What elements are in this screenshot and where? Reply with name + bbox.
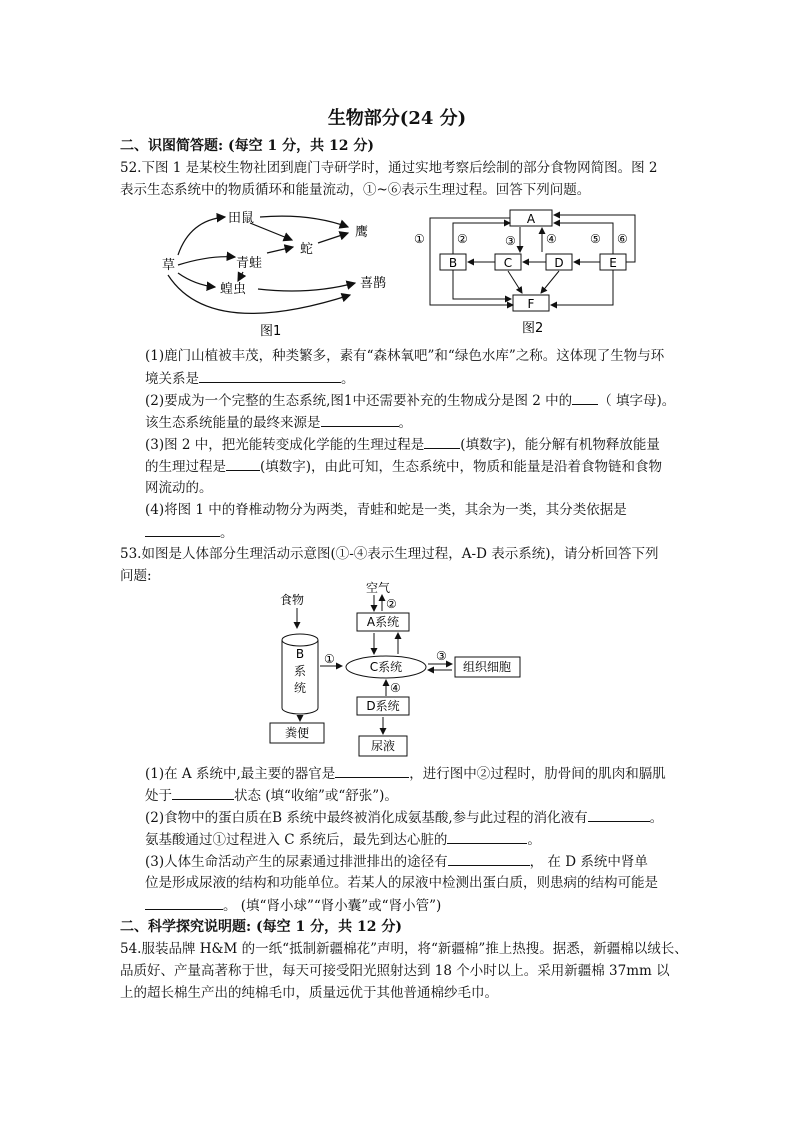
node-snake: 蛇	[300, 242, 314, 257]
process-3: ③	[436, 649, 447, 663]
process-4: ④	[546, 232, 557, 246]
answer-blank[interactable]	[447, 829, 527, 844]
answer-blank[interactable]	[588, 807, 650, 822]
q54-line-3: 上的超长棉生产出的纯棉毛巾，质量远优于其他普通棉纱毛巾。	[120, 985, 498, 1001]
process-6: ⑥	[617, 232, 628, 246]
box-c: C	[503, 256, 513, 270]
process-1: ①	[414, 232, 425, 246]
q53-s1-b: 处于 状态 (填“收缩”或“舒张”)。	[145, 785, 398, 806]
label-c-system: C系统	[369, 660, 403, 674]
q52-intro-2: 表示生态系统中的物质循环和能量流动，①~⑥表示生理过程。回答下列问题。	[120, 182, 591, 198]
process-3: ③	[505, 234, 516, 248]
q52-s4-a: (4)将图 1 中的脊椎动物分为两类，青蛙和蛇是一类，其余为一类，其分类依据是	[145, 502, 627, 518]
page-title: 生物部分(24 分)	[327, 108, 467, 129]
label-a-system: A系统	[366, 615, 400, 629]
q53-intro-2: 问题:	[120, 568, 152, 584]
q53-s3-b: 位是形成尿液的结构和功能单位。若某人的尿液中检测出蛋白质，则患病的结构可能是	[145, 875, 658, 891]
answer-blank[interactable]	[335, 763, 409, 778]
section-heading-2: 二、识图简答题: (每空 1 分，共 12 分)	[120, 138, 375, 154]
process-5: ⑤	[590, 232, 601, 246]
answer-blank[interactable]	[172, 785, 234, 800]
q53-intro-1: 53.如图是人体部分生理活动示意图(①-④表示生理过程，A-D 表示系统)，请分析回答下列	[120, 546, 659, 562]
body-systems-figure	[262, 578, 542, 760]
answer-blank[interactable]	[145, 895, 223, 910]
q53-s2-a: (2)食物中的蛋白质在B 系统中最终被消化成氨基酸,参与此过程的消化液有 。	[145, 807, 663, 828]
cycle-figure	[410, 205, 645, 340]
node-mouse: 田鼠	[228, 211, 255, 226]
q52-s1-b: 境关系是 。	[145, 368, 355, 389]
label-tissue-cells: 组织细胞	[462, 660, 512, 674]
food-web-figure	[150, 205, 400, 340]
answer-blank[interactable]	[448, 851, 530, 866]
label-d-system: D系统	[366, 699, 400, 713]
q52-intro-1: 52.下图 1 是某校生物社团到鹿门寺研学时，通过实地考察后绘制的部分食物网简图。图 2	[120, 160, 658, 176]
q52-s1-a: (1)鹿门山植被丰茂，种类繁多，素有“森林氧吧”和“绿色水库”之称。这体现了生物与环	[145, 348, 665, 364]
label-air: 空气	[366, 581, 391, 595]
q53-s2-b: 氨基酸通过①过程进入 C 系统后，最先到达心脏的 。	[145, 829, 541, 850]
label-b-tong: 统	[293, 681, 307, 695]
q52-s2-b: 该生态系统能量的最终来源是 。	[145, 412, 412, 433]
q53-s1-a: (1)在 A 系统中,最主要的器官是 ，进行图中②过程时，肋骨间的肌肉和膈肌	[145, 763, 666, 784]
answer-blank[interactable]	[424, 434, 460, 449]
box-d: D	[554, 256, 564, 270]
box-e: E	[609, 256, 617, 270]
label-b-xi: 系	[293, 664, 307, 678]
node-grass: 草	[162, 258, 176, 273]
section-heading-3: 二、科学探究说明题: (每空 1 分，共 12 分)	[120, 919, 403, 935]
q52-s4-b: 。	[145, 522, 234, 543]
answer-blank[interactable]	[145, 522, 220, 537]
q52-s2-a: (2)要成为一个完整的生态系统,图1中还需要补充的生物成分是图 2 中的 （ 填字母)。	[145, 390, 675, 411]
node-frog: 青蛙	[236, 256, 263, 271]
process-4: ④	[390, 681, 401, 695]
label-food: 食物	[280, 593, 305, 607]
process-1: ①	[324, 652, 335, 666]
q52-s3-c: 网流动的。	[145, 480, 213, 496]
node-hawk: 鹰	[355, 225, 369, 240]
q53-s3-c: 。 (填“肾小球”“肾小囊”或“肾小管”)	[145, 895, 441, 916]
q52-s3-b: 的生理过程是 (填数字)，由此可知，生态系统中，物质和能量是沿着食物链和食物	[145, 456, 662, 477]
box-a: A	[526, 212, 536, 226]
box-f: F	[527, 297, 535, 311]
box-b: B	[448, 256, 458, 270]
q54-line-2: 品质好、产量高著称于世，每天可接受阳光照射达到 18 个小时以上。采用新疆棉 37mm 以	[120, 963, 670, 979]
node-insect: 蝗虫	[220, 282, 247, 297]
answer-blank[interactable]	[199, 368, 341, 383]
figure-2-caption: 图2	[522, 321, 544, 336]
q54-line-1: 54.服装品牌 H&M 的一纸“抵制新疆棉花”声明，将“新疆棉”推上热搜。据悉，新疆棉以绒长、	[120, 941, 688, 957]
q53-s3-a: (3)人体生命活动产生的尿素通过排泄排出的途径有 ， 在 D 系统中肾单	[145, 851, 648, 872]
answer-blank[interactable]	[321, 412, 399, 427]
node-magpie: 喜鹊	[360, 276, 387, 291]
q52-s3-a: (3)图 2 中，把光能转变成化学能的生理过程是 (填数字)，能分解有机物释放能量	[145, 434, 660, 455]
label-feces: 粪便	[284, 726, 310, 740]
label-b: B	[295, 647, 305, 661]
process-2: ②	[457, 232, 468, 246]
answer-blank[interactable]	[572, 390, 598, 405]
process-2: ②	[386, 597, 397, 611]
label-urine: 尿液	[370, 739, 396, 753]
answer-blank[interactable]	[226, 456, 260, 471]
figure-1-caption: 图1	[260, 324, 282, 339]
